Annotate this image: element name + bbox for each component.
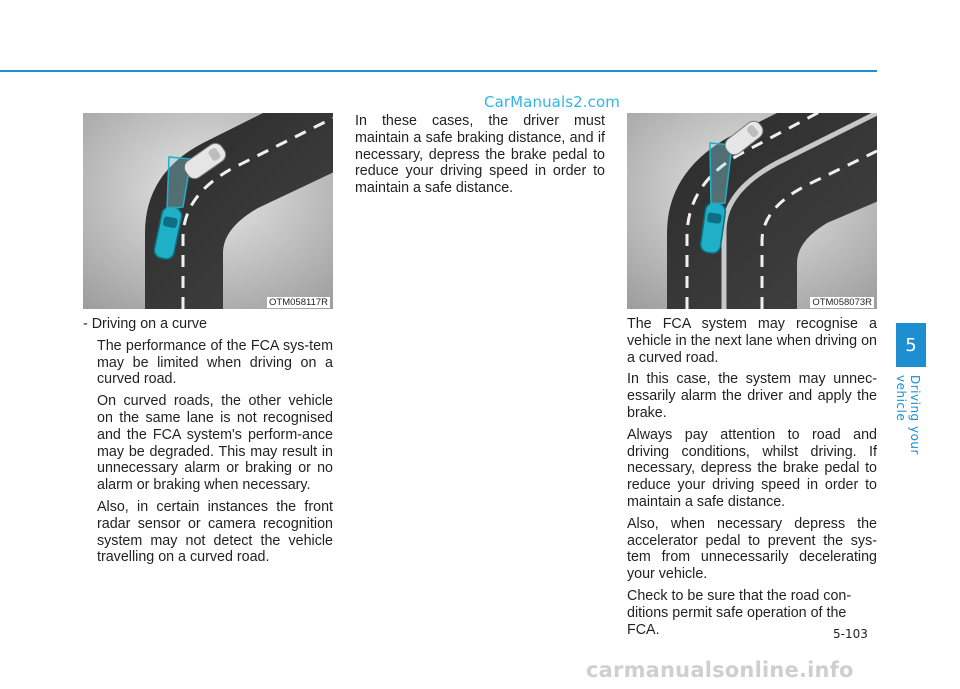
top-rule bbox=[0, 70, 877, 72]
paragraph: Always pay attention to road and driving conditions, whilst driving. If necessary, depress the brake pedal to reduce your driving speed in order to maintain a safe distance. bbox=[627, 426, 877, 510]
paragraph: On curved roads, the other vehicle on the same lane is not recognised and the FCA system's perform-ance may be degraded. This may result in unnecessary alarm or braking or no alarm or braking when necessary. bbox=[97, 393, 333, 494]
figure-curve-same-lane bbox=[83, 113, 333, 309]
right-column bbox=[627, 316, 877, 643]
left-column bbox=[83, 316, 333, 571]
page-number: 5-103 bbox=[833, 627, 868, 641]
watermark-top[interactable]: CarManuals2.com bbox=[484, 93, 621, 111]
chapter-tab[interactable]: 5 bbox=[896, 323, 926, 367]
two-lane-curve-illustration bbox=[627, 113, 877, 309]
list-item-title: - Driving on a curve bbox=[83, 316, 207, 332]
figure-curve-next-lane bbox=[627, 113, 877, 309]
paragraph: Check to be sure that the road con-ditions permit safe operation of the FCA. bbox=[627, 587, 852, 638]
paragraph: The FCA system may recognise a vehicle in the next lane when driving on a curved road. bbox=[627, 316, 877, 366]
list-item-body bbox=[83, 338, 333, 566]
watermark-bottom[interactable]: carmanualsonline.info bbox=[586, 658, 854, 682]
paragraph: Also, in certain instances the front radar sensor or camera recognition system may not detect the vehicle travelling on a curved road. bbox=[97, 498, 333, 566]
figure-code: OTM058117R bbox=[269, 297, 328, 308]
paragraph: In these cases, the driver must maintain a safe braking distance, and if necessary, depress the brake pedal to reduce your driving speed in order to maintain a safe distance. bbox=[355, 113, 605, 197]
paragraph: In this case, the system may unnec-essarily alarm the driver and apply the brake. bbox=[627, 371, 877, 421]
figure-code: OTM058073R bbox=[812, 297, 872, 308]
paragraph: Also, when necessary depress the accelerator pedal to prevent the sys-tem from unnecessarily decelerating your vehicle. bbox=[627, 515, 877, 583]
paragraph: The performance of the FCA sys-tem may be limited when driving on a curved road. bbox=[97, 337, 333, 388]
curve-illustration bbox=[83, 113, 333, 309]
middle-column bbox=[355, 113, 605, 202]
chapter-title: Driving your vehicle bbox=[894, 375, 922, 455]
